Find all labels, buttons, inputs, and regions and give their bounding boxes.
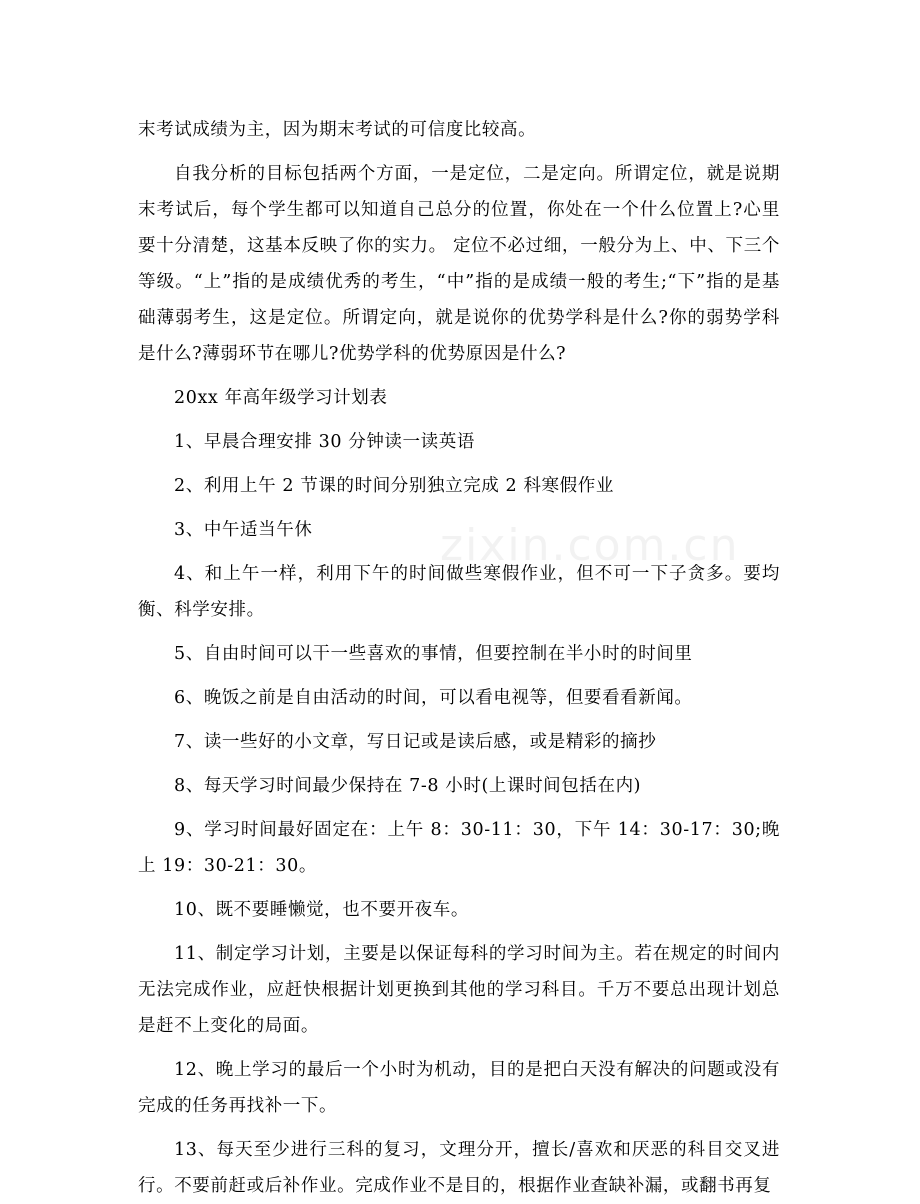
plan-table-title: 20xx 年高年级学习计划表 — [174, 388, 388, 408]
paragraph-self-analysis: 自我分析的目标包括两个方面，一是定位，二是定向。所谓定位，就是说期末考试后，每个学生都可以知道自己总分的位置，你处在一个什么位置上?心里要十分清楚，这基本反映了你的实力。 定位不必过细，一般分为上、中、下三个等级。“上”指的是成绩优秀的考生，“中”指的是成绩一般的考生;“下”指的是基础薄弱考生，这是定位。所谓定向，就是说你的优势学科是什么?你的弱势学科是什么?薄弱环节在哪儿?优势学科的优势原因是什么? — [138, 164, 780, 364]
plan-item-6: 6、晚饭之前是自由活动的时间，可以看电视等，但要看看新闻。 — [174, 688, 693, 708]
plan-item-5: 5、自由时间可以干一些喜欢的事情，但要控制在半小时的时间里 — [174, 644, 693, 664]
plan-item-1: 1、早晨合理安排 30 分钟读一读英语 — [174, 432, 475, 452]
plan-item-10: 10、既不要睡懒觉，也不要开夜车。 — [174, 900, 469, 920]
plan-item-11: 11、制定学习计划，主要是以保证每科的学习时间为主。若在规定的时间内无法完成作业，应赶快根据计划更换到其他的学习科目。千万不要总出现计划总是赶不上变化的局面。 — [138, 944, 780, 1036]
plan-item-12: 12、晚上学习的最后一个小时为机动，目的是把白天没有解决的问题或没有完成的任务再找补一下。 — [138, 1060, 780, 1116]
plan-item-4: 4、和上午一样，利用下午的时间做些寒假作业，但不可一下子贪多。要均衡、科学安排。 — [138, 564, 780, 620]
plan-item-7: 7、读一些好的小文章，写日记或是读后感，或是精彩的摘抄 — [174, 732, 657, 752]
watermark: zixin.com.cn — [440, 520, 740, 571]
plan-item-2: 2、利用上午 2 节课的时间分别独立完成 2 科寒假作业 — [174, 476, 614, 496]
plan-item-13: 13、每天至少进行三科的复习，文理分开，擅长/喜欢和厌恶的科目交叉进行。不要前赶或后补作业。完成作业不是目的，根据作业查缺补漏，或翻书再复 — [138, 1140, 780, 1196]
plan-item-3: 3、中午适当午休 — [174, 520, 313, 540]
paragraph-continuation: 末考试成绩为主，因为期末考试的可信度比较高。 — [138, 120, 537, 140]
plan-item-9: 9、学习时间最好固定在：上午 8：30-11：30，下午 14：30-17：30;晚上 19：30-21：30。 — [138, 820, 780, 876]
document-body — [138, 112, 780, 1204]
plan-item-8: 8、每天学习时间最少保持在 7-8 小时(上课时间包括在内) — [174, 776, 642, 796]
